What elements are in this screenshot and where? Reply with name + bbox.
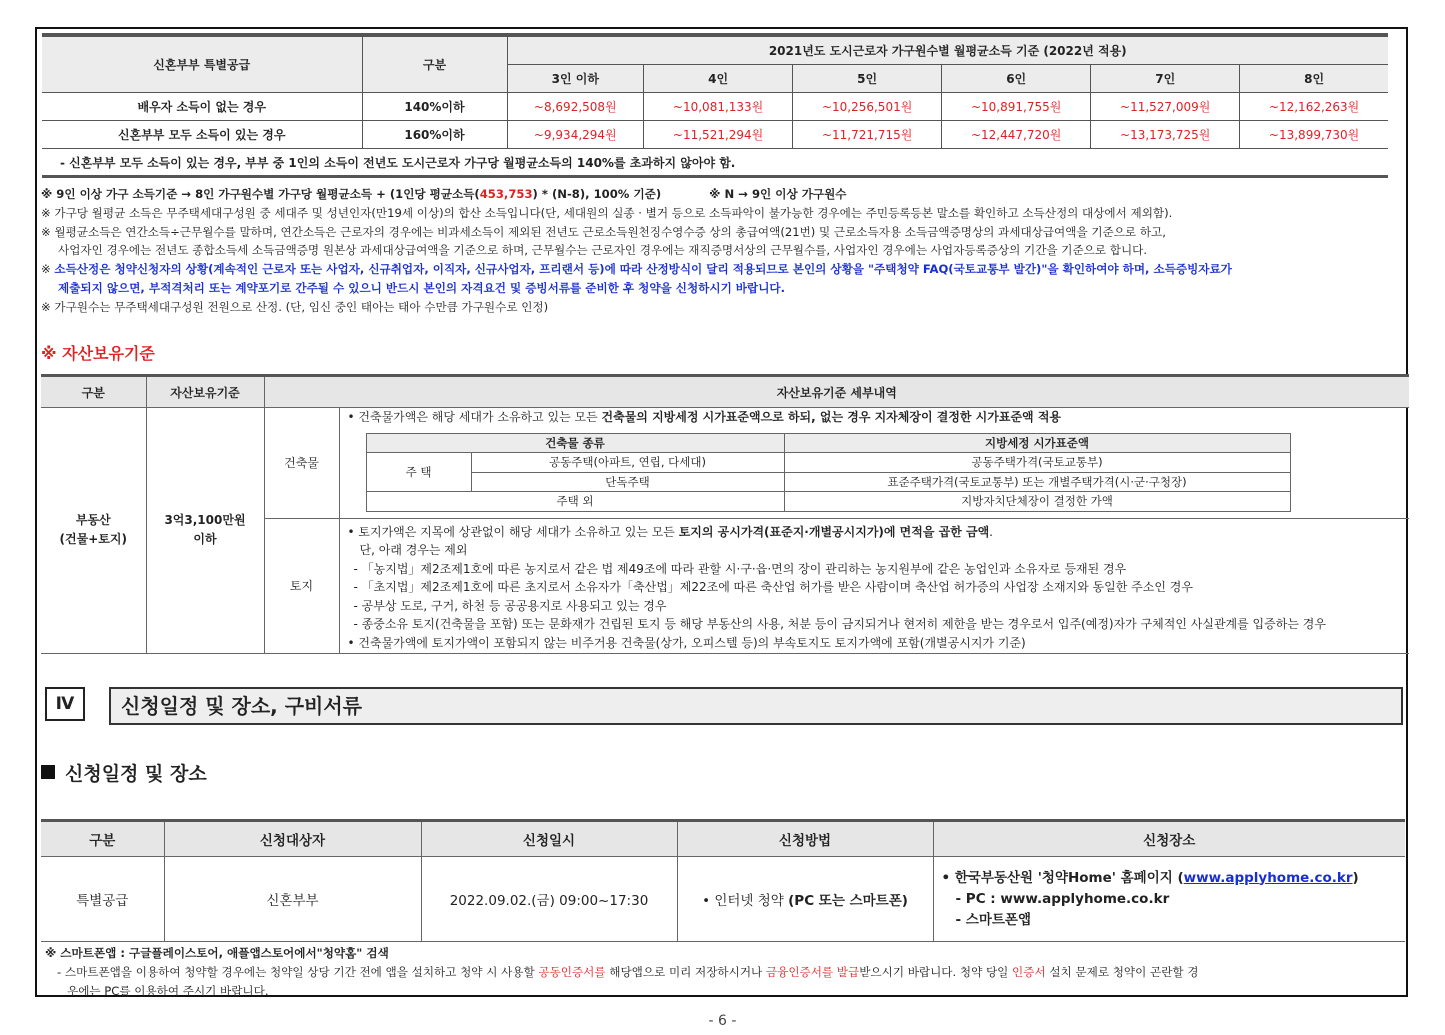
income-value: ~8,692,508원 bbox=[507, 93, 644, 121]
income-value: ~10,081,133원 bbox=[644, 93, 793, 121]
note-text: ※ N → 9인 이상 가구원수 bbox=[709, 187, 847, 201]
detail-text: - 「농지법」제2조제1호에 따른 농지로서 같은 법 제49조에 따라 관할 시·구·읍·면의 장이 관리하는 농지원부에 같은 농업인과 소유자로 등재된 경우 bbox=[353, 561, 1127, 576]
page-number: - 6 - bbox=[708, 1013, 737, 1029]
footer-line: 우에는 PC를 이용하여 주시기 바랍니다. bbox=[67, 984, 269, 998]
income-value: ~10,891,755원 bbox=[942, 93, 1091, 121]
note-text: ) * (N-8), 100% 기준) bbox=[532, 187, 662, 201]
schedule-header: 신청장소 bbox=[933, 821, 1405, 857]
schedule-header: 신청방법 bbox=[677, 821, 933, 857]
income-value: ~11,527,009원 bbox=[1091, 93, 1240, 121]
note-highlight: 453,753 bbox=[479, 187, 533, 201]
sub-cell: 지방자치단체장이 결정한 가액 bbox=[784, 492, 1290, 512]
schedule-place bbox=[933, 857, 1405, 942]
document-page bbox=[35, 27, 1408, 997]
note-line bbox=[41, 185, 1401, 204]
sub-cell: 표준주택가격(국토교통부) 또는 개별주택가격(시·군·구청장) bbox=[784, 472, 1290, 492]
note-text: ※ 9인 이상 가구 소득기준 → 8인 가구원수별 가구당 월평균소득 + (1인당 평균소득( bbox=[41, 187, 480, 201]
land-detail bbox=[339, 518, 1409, 653]
sub-cell: 주택 외 bbox=[366, 492, 784, 512]
income-note: - 신혼부부 모두 소득이 있는 경우, 부부 중 1인의 소득이 전년도 도시근로자 가구당 월평균소득의 140%를 초과하지 않아야 함. bbox=[42, 149, 1388, 177]
schedule-title-text: 신청일정 및 장소 bbox=[65, 763, 207, 785]
household-size-header: 8인 bbox=[1240, 65, 1388, 93]
schedule-type: 특별공급 bbox=[41, 857, 164, 942]
detail-text: - 공부상 도로, 구거, 하천 등 공공용지로 사용되고 있는 경우 bbox=[353, 598, 667, 613]
note-line: 사업자인 경우에는 전년도 종합소득세 소득금액증명 원본상 과세대상급여액을 기준으로 하며, 근무월수는 근로자인 경우에는 재직증명서상의 근무월수를, 사업자인 경우에는 사업자등록증상의 기간을 기준으로 합니다. bbox=[58, 243, 1148, 258]
income-header-title: 2021년도 도시근로자 가구원수별 월평균소득 기준 (2022년 적용) bbox=[507, 35, 1388, 65]
schedule-header: 신청일시 bbox=[421, 821, 677, 857]
schedule-datetime: 2022.09.02.(금) 09:00~17:30 bbox=[421, 857, 677, 942]
sub-cell: 공동주택(아파트, 연립, 다세대) bbox=[471, 453, 784, 473]
note-line: ※ 가구당 월평균 소득은 무주택세대구성원 중 세대주 및 성년인자(만19세 이상)의 합산 소득입니다(단, 세대원의 실종 · 별거 등으로 소득파악이 불가능한 경우에는 주민등록등본 말소를 확인하고 소득산정의 대상에서 제외함). bbox=[41, 205, 1173, 220]
square-bullet-icon bbox=[41, 765, 55, 779]
income-value: ~13,899,730원 bbox=[1240, 121, 1388, 149]
footer-highlight: 공동인증서를 bbox=[538, 965, 606, 979]
income-value: ~13,173,725원 bbox=[1091, 121, 1240, 149]
asset-header: 구분 bbox=[41, 376, 146, 408]
note-line: ※ 가구원수는 무주택세대구성원 전원으로 산정. (단, 임신 중인 태아는 태아 수만큼 가구원수로 인정) bbox=[41, 299, 549, 314]
schedule-title bbox=[41, 759, 207, 786]
building-detail bbox=[339, 408, 1409, 519]
footer-notes bbox=[45, 944, 1400, 1001]
income-value: ~10,256,501원 bbox=[793, 93, 942, 121]
footer-highlight: 금융인증서를 발급 bbox=[765, 965, 860, 979]
applyhome-link[interactable]: www.applyhome.co.kr bbox=[1183, 869, 1353, 886]
place-text: - PC : www.applyhome.co.kr bbox=[955, 890, 1170, 907]
footer-text: 받으시기 바랍니다. 청약 당일 bbox=[859, 965, 1013, 979]
detail-text: • 토지가액은 지목에 상관없이 해당 세대가 소유하고 있는 모든 bbox=[347, 524, 679, 539]
row-label: 신혼부부 모두 소득이 있는 경우 bbox=[42, 121, 362, 149]
method-text-bold: (PC 또는 스마트폰) bbox=[788, 893, 908, 909]
schedule-header: 신청대상자 bbox=[164, 821, 421, 857]
table-row bbox=[42, 121, 1388, 149]
detail-text: 단, 아래 경우는 제외 bbox=[359, 543, 468, 557]
household-size-header: 3인 이하 bbox=[507, 65, 644, 93]
income-value: ~11,721,715원 bbox=[793, 121, 942, 149]
income-header-category: 구분 bbox=[362, 35, 507, 93]
building-label: 건축물 bbox=[264, 408, 339, 519]
place-text: - 스마트폰앱 bbox=[955, 911, 1032, 928]
place-text: ) bbox=[1352, 869, 1359, 886]
asset-section-title: ※ 자산보유기준 bbox=[41, 344, 155, 363]
note-line: 제출되지 않으면, 부적격처리 또는 계약포기로 간주될 수 있으니 반드시 본인의 자격요건 및 증빙서류를 준비한 후 청약을 신청하시기 바랍니다. bbox=[58, 280, 786, 295]
detail-text: • 건축물가액에 토지가액이 포함되지 않는 비주거용 건축물(상가, 오피스텔 등)의 부속토지도 토지가액에 포함(개별공시지가 기준) bbox=[347, 635, 1026, 650]
income-value: ~9,934,294원 bbox=[507, 121, 644, 149]
note-line bbox=[41, 260, 1401, 279]
schedule-table bbox=[41, 819, 1405, 942]
note-text: ※ bbox=[41, 262, 55, 277]
asset-header: 자산보유기준 bbox=[146, 376, 264, 408]
income-value: ~12,447,720원 bbox=[942, 121, 1091, 149]
sub-header: 건축물 종류 bbox=[366, 433, 784, 453]
row-ratio: 140%이하 bbox=[362, 93, 507, 121]
detail-text: - 종중소유 토지(건축물을 포함) 또는 문화재가 건립된 토지 등 해당 부동산의 사용, 처분 등이 금지되거나 현저히 제한을 받는 경우로서 입주(예정)자가 구체적인 사실관계를 입증하는 경우 bbox=[353, 617, 1326, 631]
row-label: 배우자 소득이 없는 경우 bbox=[42, 93, 362, 121]
detail-text: - 「초지법」제2조제1호에 따른 초지로서 소유자가「축산법」제22조에 따른 축산업 허가를 받은 사람이며 축산업 허가증의 사업장 소재지와 동일한 주소인 경우 bbox=[353, 580, 1193, 594]
schedule-target: 신혼부부 bbox=[164, 857, 421, 942]
section-title: 신청일정 및 장소, 구비서류 bbox=[109, 687, 1403, 725]
asset-category: 부동산 (건물+토지) bbox=[41, 408, 146, 654]
asset-limit: 3억3,100만원 이하 bbox=[146, 408, 264, 654]
detail-text-bold: 건축물의 지방세정 시가표준액으로 하되, 없는 경우 지자체장이 결정한 시가표준액 적용 bbox=[601, 410, 1062, 424]
footer-line bbox=[45, 963, 1400, 982]
sub-house-label: 주 택 bbox=[366, 453, 471, 492]
income-standard-table bbox=[42, 33, 1388, 178]
footer-highlight: 인증서 bbox=[1012, 965, 1046, 979]
sub-cell: 단독주택 bbox=[471, 472, 784, 492]
household-size-header: 6인 bbox=[942, 65, 1091, 93]
asset-standard-table bbox=[41, 374, 1409, 654]
sub-cell: 공동주택가격(국토교통부) bbox=[784, 453, 1290, 473]
footer-text: 설치 문제로 청약이 곤란할 경 bbox=[1045, 965, 1199, 979]
household-size-header: 4인 bbox=[644, 65, 793, 93]
note-line: ※ 월평균소득은 연간소득÷근무월수를 말하며, 연간소득은 근로자의 경우에는 비과세소득이 제외된 전년도 근로소득원천징수영수증 상의 총급여액(21번) 및 근로소득자용 소득금액증명상의 과세대상급여액을 기준으로 하고, bbox=[41, 224, 1166, 239]
footer-line: ※ 스마트폰앱 : 구글플레이스토어, 애플앱스토어에서"청약홈" 검색 bbox=[45, 946, 389, 960]
table-row bbox=[42, 93, 1388, 121]
row-ratio: 160%이하 bbox=[362, 121, 507, 149]
note-highlight: 소득산정은 청약신청자의 상황(계속적인 근로자 또는 사업자, 신규취업자, 이직자, 신규사업자, 프리랜서 등)에 따라 산정방식이 달리 적용되므로 본인의 상황을 "주택청약 FAQ(국토교통부 발간)"을 확인하여야 하며, 소득증빙자료가 bbox=[54, 262, 1232, 277]
detail-text: . bbox=[989, 524, 993, 539]
footer-text: 해당앱으로 미리 저장하시거나 bbox=[605, 965, 766, 979]
income-header-label: 신혼부부 특별공급 bbox=[42, 35, 362, 93]
income-notes bbox=[41, 185, 1401, 317]
sub-header: 지방세정 시가표준액 bbox=[784, 433, 1290, 453]
income-value: ~12,162,263원 bbox=[1240, 93, 1388, 121]
method-text: • 인터넷 청약 bbox=[702, 893, 789, 909]
land-label: 토지 bbox=[264, 518, 339, 653]
footer-text: - 스마트폰앱을 이용하여 청약할 경우에는 청약일 상당 기간 전에 앱을 설치하고 청약 시 사용할 bbox=[57, 965, 539, 979]
detail-text: • 건축물가액은 해당 세대가 소유하고 있는 모든 bbox=[347, 410, 602, 424]
detail-text-bold: 토지의 공시가격(표준지·개별공시지가)에 면적을 곱한 금액 bbox=[678, 524, 990, 539]
schedule-method bbox=[677, 857, 933, 942]
section-number: Ⅳ bbox=[45, 687, 85, 721]
income-value: ~11,521,294원 bbox=[644, 121, 793, 149]
place-text: • 한국부동산원 '청약Home' 홈페이지 ( bbox=[941, 869, 1184, 886]
table-row bbox=[41, 857, 1405, 942]
schedule-header: 구분 bbox=[41, 821, 164, 857]
household-size-header: 7인 bbox=[1091, 65, 1240, 93]
building-price-table bbox=[366, 433, 1291, 512]
household-size-header: 5인 bbox=[793, 65, 942, 93]
asset-header: 자산보유기준 세부내역 bbox=[264, 376, 1409, 408]
